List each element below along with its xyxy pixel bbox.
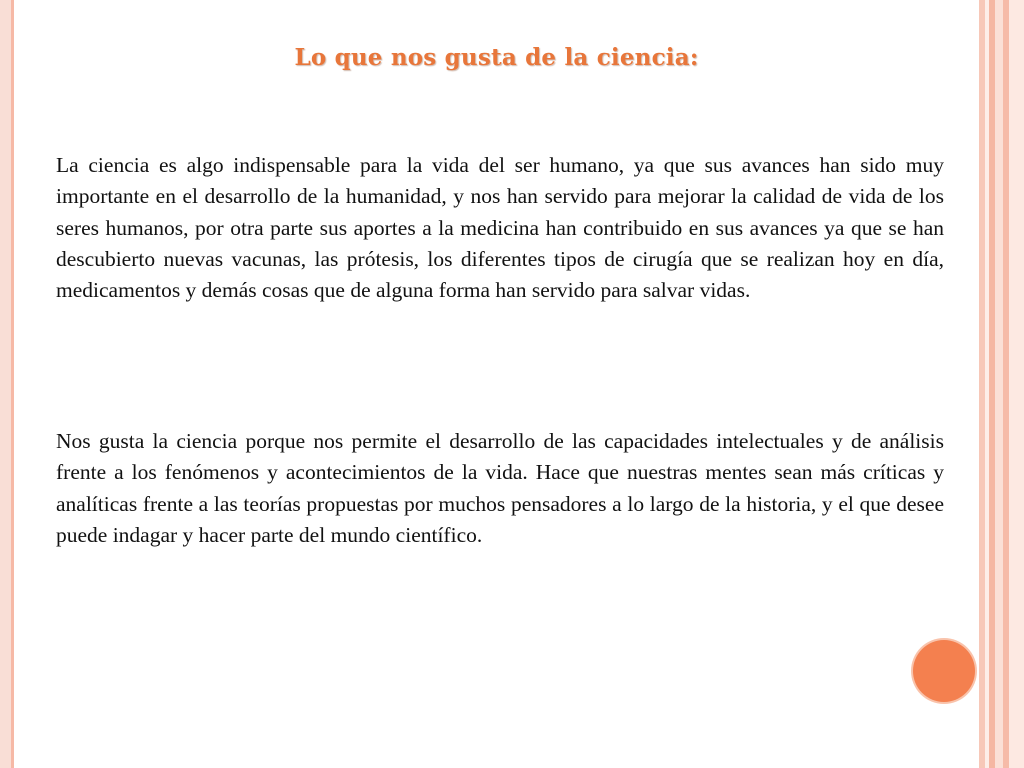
slide-canvas — [14, 0, 979, 768]
body-paragraph-2: Nos gusta la ciencia porque nos permite el desarrollo de las capacidades intelectuales y de análisis frente a los fenómenos y acontecimientos de la vida. Hace que nuestras mentes sean más críticas y analíticas frente a las teorías propuestas por muchos pensadores a lo largo de la historia, y el que desee puede indagar y hacer parte del mundo científico. — [56, 429, 944, 547]
body-paragraph-1: La ciencia es algo indispensable para la vida del ser humano, ya que sus avances han sido muy importante en el desarrollo de la humanidad, y nos han servido para mejorar la calidad de vida de los seres humanos, por otra parte sus aportes a la medicina han contribuido en sus avances ya que se han descubierto nuevas vacunas, las prótesis, los diferentes tipos de cirugía que se realizan hoy en día, medicamentos y demás cosas que de alguna forma han servido para salvar vidas. — [56, 153, 944, 303]
slide-title: Lo que nos gusta de la ciencia: — [294, 44, 699, 71]
right-stripe — [995, 0, 1003, 768]
decorative-circle — [913, 640, 975, 702]
right-stripe — [1009, 0, 1024, 768]
